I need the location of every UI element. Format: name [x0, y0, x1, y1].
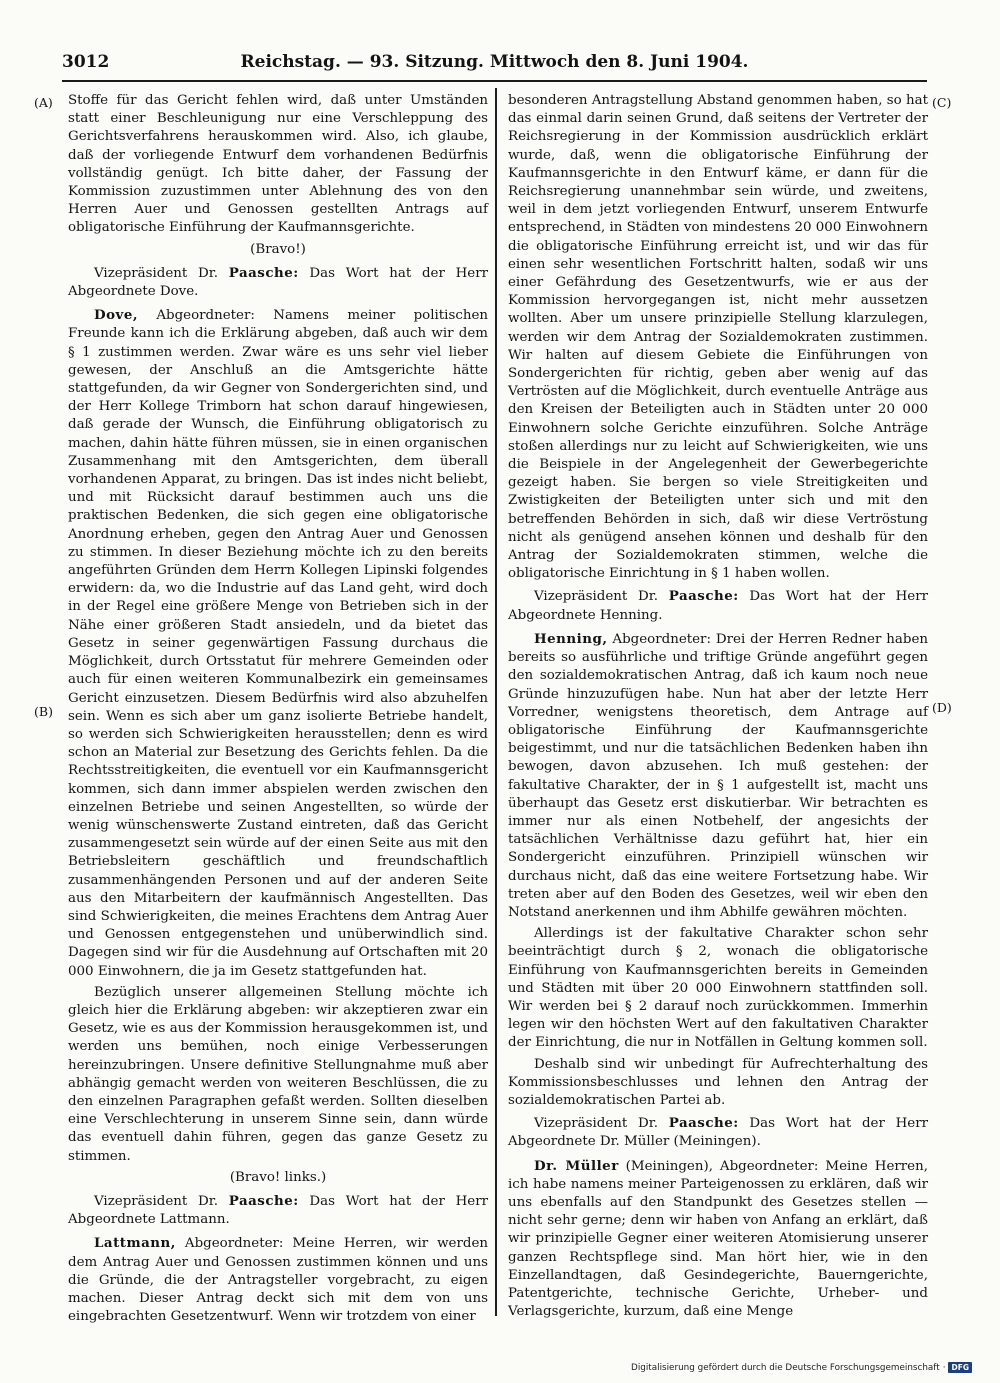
digitization-credit [631, 1362, 972, 1373]
separator-dot: · [942, 1362, 946, 1373]
header-rule [62, 80, 927, 82]
paragraph: Bezüglich unserer allgemeinen Stellung möchte ich gleich hier die Erklärung abgeben: wir akzeptieren zwar ein Gesetz, wie es aus der Kommission herausgekommen ist, und werden uns bemühen, noch einige Verbesserungen hereinzubringen. Unsere definitive Stellungnahme muß aber abhängig gemacht werden von weiteren Beschlüssen, die zu den einzelnen Paragraphen gefaßt werden. Sollten dieselben eine Verschlechterung in unserem Sinne sein, dann würde das eventuell dahin führen, gegen das ganze Gesetz zu stimmen. [68, 984, 488, 1164]
chair-title: Vizepräsident Dr. [94, 265, 229, 281]
chair-name: Paasche: [228, 264, 299, 281]
chair-title: Vizepräsident Dr. [94, 1193, 229, 1209]
speaker-name: Henning, [534, 630, 608, 647]
credit-text: Digitalisierung gefördert durch die Deutsche Forschungsgemeinschaft [631, 1362, 940, 1373]
paragraph: besonderen Antragstellung Abstand genommen haben, so hat das einmal darin seinen Grund, daß seitens der Vertreter der Reichsregierung in der Kommission ausdrücklich erklärt wurde, daß, wenn die obligatorische Einführung der Kaufmannsgerichte in den Entwurf käme, er dann für die Reichsregierung unannehmbar sein würde, und zweitens, weil in dem jetzt vorliegenden Entwurf, unserem Entwurfe entsprechend, in Städten von mindestens 20 000 Einwohnern die obligatorische Einführung erreicht ist, und wir das für einen sehr wesentlichen Fortschritt halten, sodaß wir uns einer Gefährdung des Gesetzentwurfs, wie er aus der Kommission hervorgegangen ist, nicht mehr aussetzen wollten. Aber um unsere prinzipielle Stellung klarzulegen, werden wir dem Antrag der Sozialdemokraten zustimmen. Wir halten auf diesem Gebiete die Einführungen von Sondergerichten für richtig, geben aber wenig auf das Vertrösten auf die Möglichkeit, durch eventuelle Anträge aus den Kreisen der Beteiligten auch in Städten unter 20 000 Einwohnern solche Gerichte einzuführen. Solche Anträge stoßen allerdings nur zu leicht auf Schwierigkeiten, wie uns die Beispiele in der Angelegenheit der Gewerbegerichte gezeigt haben. Sie bergen so viele Streitigkeiten und Zwistigkeiten der Beteiligten unter sich und mit den betreffenden Behörden in sich, daß wir diese Vertröstung nicht als genügend ansehen können und deshalb für den Antrag der Sozialdemokraten stimmen, welche die obligatorische Einrichtung in § 1 haben wollen. [508, 93, 928, 582]
margin-marker-c: (C) [932, 95, 952, 110]
page-header [62, 52, 927, 74]
chair-name: Paasche: [668, 1115, 739, 1132]
chair-remark [508, 587, 928, 624]
chair-text: Das Wort hat der Herr Abgeordnete Lattmann. [68, 1193, 488, 1228]
speaker-name: Dove, [94, 307, 139, 324]
left-column [68, 92, 488, 1325]
margin-marker-d: (D) [932, 700, 952, 715]
chair-text: Das Wort hat der Herr Abgeordnete Henning. [508, 589, 928, 623]
dfg-logo-icon: DFG [948, 1362, 972, 1373]
paragraph: Deshalb sind wir unbedingt für Aufrechterhaltung des Kommissionsbeschlusses und lehnen den Antrag der sozialdemokratischen Partei ab. [508, 1056, 928, 1108]
speech-text: Abgeordneter: Namens meiner politischen Freunde kann ich die Erklärung abgeben, daß auch wir dem § 1 zustimmen werden. Zwar wäre es uns sehr viel lieber gewesen, der Anschluß an die Amtsgerichte hätte stattgefunden, da wir Gegner von Sondergerichten sind, und der Herr Kollege Trimborn hat schon darauf hingewiesen, daß gerade der Wunsch, die Einführung obligatorisch zu machen, dahin hätte führen müssen, sie in einen organischen Zusammenhang mit den Amtsgerichten, dem überall vorhandenen Apparat, zu bringen. Das ist indes nicht beliebt, und mit Rücksicht darauf bestimmen auch uns die praktischen Bedenken, die sich gegen eine obligatorische Anordnung erheben, gegen den Antrag Auer und Genossen zu stimmen. In dieser Beziehung möchte ich zu den bereits angeführten Gründen dem Herrn Kollegen Lipinski folgendes erwidern: da, wo die Industrie auf das Land geht, wird doch in der Regel eine größere Menge von Betrieben sich in der Nähe einer größeren Stadt ansiedeln, und da bietet das Gesetz in seiner gegenwärtigen Fassung durchaus die Möglichkeit, durch Ortsstatut für mehrere Gemeinden oder auch für einen weiteren Kommunalbezirk ein gemeinsames Gericht einzusetzen. Diesem Bedürfnis wird also abzuhelfen sein. Wenn es sich aber um ganz isolierte Betriebe handelt, so werden sich Schwierigkeiten herausstellen; denn es wird schon an Material zur Besetzung des Gerichts fehlen. Da die Rechtsstreitigkeiten, die eventuell vor ein Kaufmannsgericht kommen, sich dann immer abspielen werden zwischen den einzelnen Betriebe und seinen Angestellten, so würde der wenig wünschenswerte Zustand eintreten, daß das Gericht zusammengesetzt sein würde auf der einen Seite aus mit den Betriebsleitern geschäftlich und freundschaftlich zusammenhängenden Personen und auf der anderen Seite aus den Mitarbeitern der kaufmännisch Angestellten. Das sind Schwierigkeiten, die meines Erachtens dem Antrag Auer und Genossen entgegenstehen und unüberwindlich sind. Dagegen sind wir für die Ausdehnung auf Ortschaften mit 20 000 Einwohnern, die ja im Gesetz stattgefunden hat. [68, 308, 488, 979]
speech-paragraph [68, 1234, 488, 1326]
chair-remark [508, 1114, 928, 1151]
page-number: 3012 [62, 52, 110, 72]
paragraph: Stoffe für das Gericht fehlen wird, daß unter Umständen statt einer Beschleunigung nur eine Verschleppung des Gerichtsverfahrens herauskommen wird. Also, ich glaube, daß der vorliegende Entwurf dem vorhandenen Bedürfnis vollständig genügt. Ich bitte daher, der Fassung der Kommission zuzustimmen unter Ablehnung des von den Herren Auer und Genossen gestellten Antrags auf obligatorische Einführung der Kaufmannsgerichte. [68, 93, 488, 236]
chair-text: Das Wort hat der Herr Abgeordnete Dove. [68, 265, 488, 300]
chair-name: Paasche: [228, 1192, 299, 1209]
speech-text: (Meiningen), Abgeordneter: Meine Herren, ich habe namens meiner Parteigenossen zu erklären, daß wir uns ebenfalls auf den Standpunkt des Gesetzes stellen — nicht sehr gerne; denn wir haben von Anfang an erklärt, daß wir prinzipielle Gegner einer weiteren Atomisierung unserer ganzen Rechtspflege sind. Man hört hier, wie in den Einzellandtagen, daß Gesindegerichte, Bauerngerichte, Patentgerichte, technische Gerichte, Urheber- und Verlagsgerichte, kurzum, daß eine Menge [508, 1158, 928, 1320]
interjection: (Bravo!) [250, 241, 306, 257]
chair-title: Vizepräsident Dr. [534, 589, 669, 605]
speaker-name: Dr. Müller [534, 1157, 619, 1174]
speech-paragraph [68, 306, 488, 981]
paragraph: Allerdings ist der fakultative Charakter schon sehr beeinträchtigt durch § 2, wonach die obligatorische Einführung von Kaufmannsgerichten bereits in Gemeinden und Städten mit über 20 000 Einwohnern stattfinden soll. Wir werden bei § 2 darauf noch zurückkommen. Immerhin legen wir den höchsten Wert auf den fakultativen Charakter der Einrichtung, die nur in Notfällen in Geltung kommen soll. [508, 926, 928, 1051]
column-divider [495, 88, 497, 1316]
speech-paragraph [508, 630, 928, 922]
speaker-name: Lattmann, [94, 1235, 176, 1252]
interjection: (Bravo! links.) [229, 1169, 327, 1185]
chair-title: Vizepräsident Dr. [534, 1116, 669, 1132]
margin-marker-a: (A) [34, 95, 53, 110]
margin-marker-b: (B) [34, 704, 53, 719]
chair-remark [68, 264, 488, 301]
right-column [508, 92, 928, 1320]
chair-text: Das Wort hat der Herr Abgeordnete Dr. Müller (Meiningen). [508, 1116, 928, 1150]
speech-text: Abgeordneter: Meine Herren, wir werden dem Antrag Auer und Genossen zustimmen können und uns die Gründe, die der Antragsteller vorgebracht, zu eigen machen. Dieser Antrag deckt sich mit dem von uns eingebrachten Gesetzentwurf. Wenn wir trotzdem von einer [68, 1236, 488, 1325]
running-title: Reichstag. — 93. Sitzung. Mittwoch den 8. Juni 1904. [240, 52, 749, 72]
chair-name: Paasche: [668, 588, 739, 605]
chair-remark [68, 1192, 488, 1229]
speech-text: Abgeordneter: Drei der Herren Redner haben bereits so ausführliche und triftige Gründe angeführt gegen den sozialdemokratischen Antrag, daß ich kaum noch neue Gründe hinzuzufügen habe. Nun hat aber der letzte Herr Vorredner, wenigstens theoretisch, dem Antrage auf obligatorische Einführung der Kaufmannsgerichte beigestimmt, und nur die tatsächlichen Bedenken haben ihn bewogen, davon abzusehen. Ich muß gestehen: der fakultative Charakter, der in § 1 aufgestellt ist, macht uns überhaupt das Gesetz erst diskutierbar. Wir betrachten es immer nur als einen Notbehelf, der angesichts der tatsächlichen Verhältnisse dazu geführt hat, hier ein Sondergericht einzuführen. Prinzipiell wünschen wir durchaus nicht, daß das eine weitere Fortsetzung habe. Wir treten aber auf den Boden des Gesetzes, weil wir eben den Notstand anerkennen und ihm Abhilfe gewähren möchten. [508, 631, 928, 920]
speech-paragraph [508, 1157, 928, 1322]
